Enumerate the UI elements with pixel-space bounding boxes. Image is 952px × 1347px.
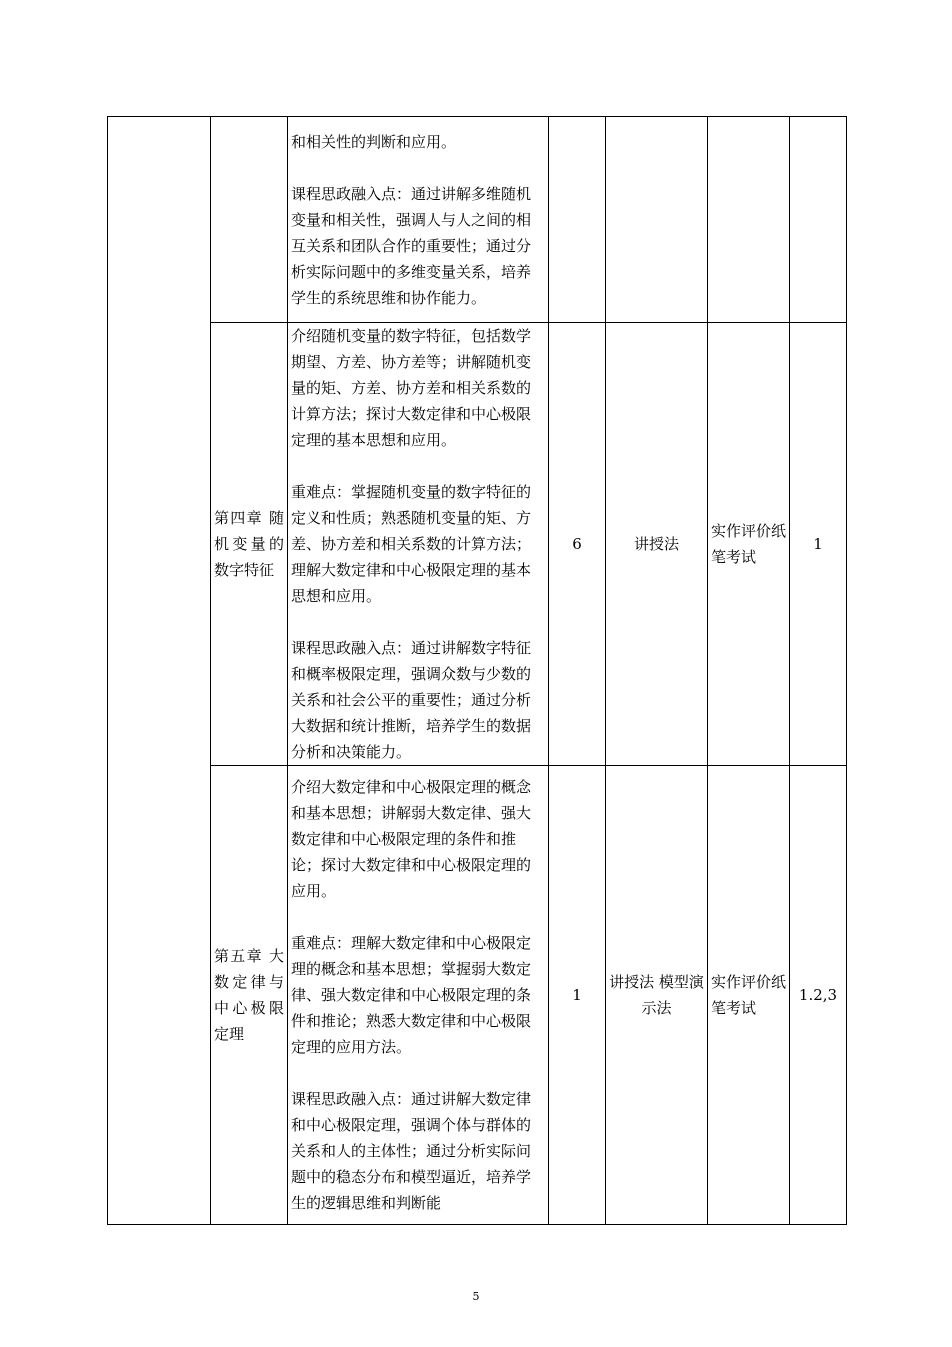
content-paragraph: 课程思政融入点：通过讲解数字特征和概率极限定理，强调众数与少数的关系和社会公平的重要性；通过分析大数据和统计推断，培养学生的数据分析和决策能力。 <box>291 639 532 761</box>
assessment-cell: 实作评价纸笔考试 <box>708 323 790 766</box>
objectives-cell: 1.2,3 <box>790 766 847 1225</box>
method-cell <box>606 117 708 323</box>
chapter-cell: 第五章 大数定律与中心极限定理 <box>211 766 288 1225</box>
syllabus-table <box>107 116 847 1225</box>
objectives-cell: 1 <box>790 323 847 766</box>
hours-cell <box>549 117 606 323</box>
content-cell <box>288 117 549 323</box>
content-paragraph: 介绍随机变量的数字特征，包括数学期望、方差、协方差等；讲解随机变量的矩、方差、协方差和相关系数的计算方法；探讨大数定律和中心极限定理的基本思想和应用。 <box>291 327 532 449</box>
table-row <box>108 117 847 323</box>
content-cell <box>288 766 549 1225</box>
page-number: 5 <box>472 1290 480 1303</box>
content-paragraph: 重难点：理解大数定律和中心极限定理的概念和基本思想；掌握弱大数定律、强大数定律和中心极限定理的条件和推论；熟悉大数定律和中心极限定理的应用方法。 <box>291 934 532 1056</box>
assessment-cell <box>708 117 790 323</box>
table-row <box>108 766 847 1225</box>
table-row <box>108 323 847 766</box>
hours-cell: 6 <box>549 323 606 766</box>
objectives-cell <box>790 117 847 323</box>
assessment-cell: 实作评价纸笔考试 <box>708 766 790 1225</box>
hours-cell: 1 <box>549 766 606 1225</box>
content-paragraph: 课程思政融入点：通过讲解多维随机变量和相关性，强调人与人之间的相互关系和团队合作的重要性；通过分析实际问题中的多维变量关系，培养学生的系统思维和协作能力。 <box>291 184 532 307</box>
content-paragraph: 介绍大数定律和中心极限定理的概念和基本思想；讲解弱大数定律、强大数定律和中心极限定理的条件和推论；探讨大数定律和中心极限定理的应用。 <box>291 778 532 900</box>
module-cell <box>108 117 211 1225</box>
method-cell: 讲授法 <box>606 323 708 766</box>
chapter-cell: 第四章 随机变量的数字特征 <box>211 323 288 766</box>
chapter-cell <box>211 117 288 323</box>
content-paragraph: 重难点：掌握随机变量的数字特征的定义和性质；熟悉随机变量的矩、方差、协方差和相关系数的计算方法；理解大数定律和中心极限定理的基本思想和应用。 <box>291 483 532 605</box>
method-cell: 讲授法 模型演示法 <box>606 766 708 1225</box>
content-cell <box>288 323 549 766</box>
content-paragraph: 课程思政融入点：通过讲解大数定律和中心极限定理，强调个体与群体的关系和人的主体性；通过分析实际问题中的稳态分布和模型逼近，培养学生的逻辑思维和判断能 <box>291 1090 532 1212</box>
content-paragraph: 和相关性的判断和应用。 <box>291 132 457 151</box>
